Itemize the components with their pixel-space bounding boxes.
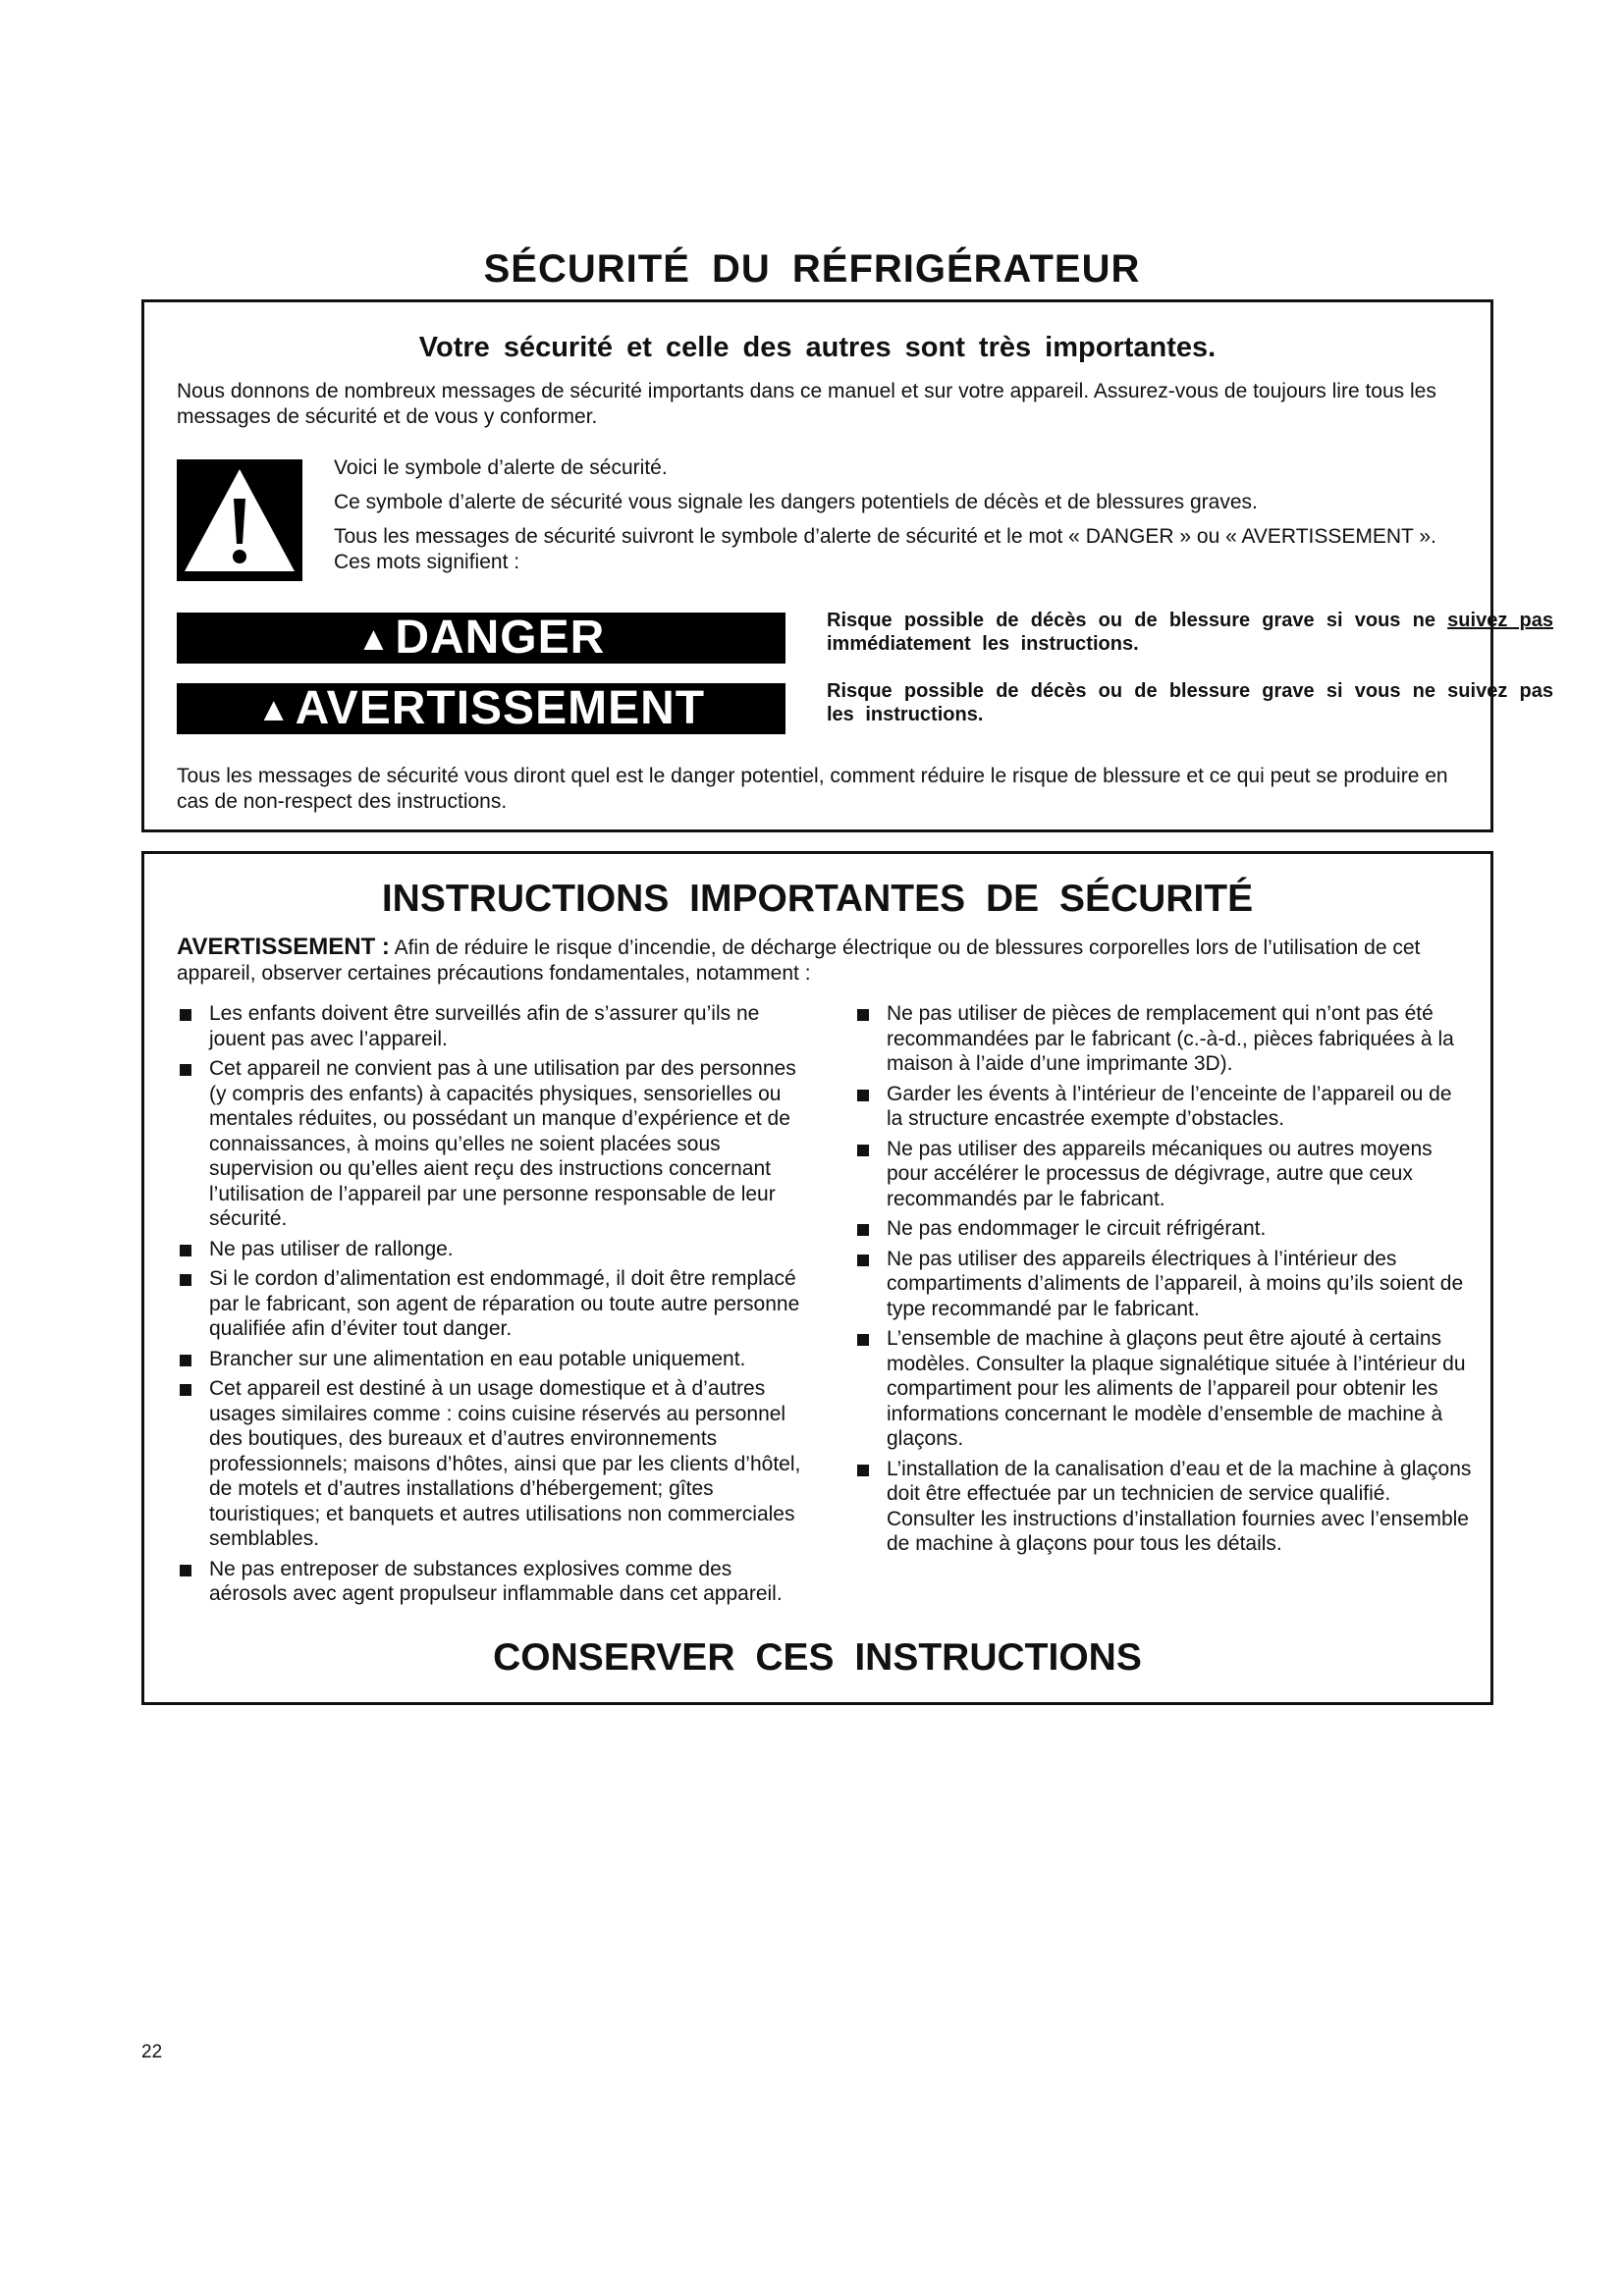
danger-banner: [177, 613, 785, 664]
safety-intro: Nous donnons de nombreux messages de sécurité importants dans ce manuel et sur votre appareil. Assurez-vous de toujours lire tous les messages de sécurité et de vous y conformer.: [177, 380, 1436, 428]
danger-label: DANGER: [395, 612, 606, 664]
warning-label: AVERTISSEMENT :: [177, 934, 390, 960]
page-number: 22: [141, 2042, 163, 2062]
list-item: Ne pas utiliser de pièces de remplacement qui n’ont pas été recommandées par le fabricant (c.-à-d., pièces fabriquées à la maison à l’aide d’une imprimante 3D).: [854, 1001, 1473, 1077]
list-item: L’installation de la canalisation d’eau et de la machine à glaçons doit être effectuée par un technicien de service qualifié. Consulter les instructions d’installation fournies avec l’ensemble de machine à glaçons pour tous les détails.: [854, 1457, 1473, 1557]
instructions-box: [141, 851, 1493, 1705]
warning-triangle-icon: [177, 459, 302, 581]
symbol-line: Ce symbole d’alerte de sécurité vous signale les dangers potentiels de décès et de blessures graves.: [334, 491, 1258, 513]
list-item: Ne pas entreposer de substances explosives comme des aérosols avec agent propulseur inflammable dans cet appareil.: [177, 1557, 805, 1607]
safety-outro: Tous les messages de sécurité vous diront quel est le danger potentiel, comment réduire le risque de blessure et ce qui peut se produire en cas de non-respect des instructions.: [177, 765, 1448, 813]
instructions-title: INSTRUCTIONS IMPORTANTES DE SÉCURITÉ: [381, 878, 1254, 920]
warning-label: AVERTISSEMENT: [295, 682, 706, 734]
warning-description: Risque possible de décès ou de blessure grave si vous ne suivez pas les instructions.: [827, 680, 1553, 725]
instructions-warning: [177, 934, 1463, 987]
list-item: Ne pas utiliser de rallonge.: [177, 1237, 805, 1262]
symbol-line: Voici le symbole d’alerte de sécurité.: [334, 456, 668, 479]
safety-box: [141, 299, 1553, 832]
warning-banner: [177, 683, 785, 734]
danger-text-part: Risque possible de décès ou de blessure grave si vous ne: [827, 610, 1435, 631]
save-instructions-title: CONSERVER CES INSTRUCTIONS: [493, 1636, 1142, 1679]
list-item: Garder les évents à l’intérieur de l’enceinte de l’appareil ou de la structure encastrée exempte d’obstacles.: [854, 1082, 1473, 1132]
list-item: Les enfants doivent être surveillés afin de s’assurer qu’ils ne jouent pas avec l’appareil.: [177, 1001, 805, 1051]
list-item: L’ensemble de machine à glaçons peut être ajouté à certains modèles. Consulter la plaque signalétique située à l’intérieur du compartiment pour les aliments de l’appareil pour obtenir les informations concernant le modèle d’ensemble de machine à glaçons.: [854, 1326, 1473, 1452]
list-item: Ne pas utiliser des appareils mécaniques ou autres moyens pour accélérer le processus de dégivrage, autre que ceux recommandés par le fabricant.: [854, 1137, 1473, 1212]
symbol-line: Tous les messages de sécurité suivront le symbole d’alerte de sécurité et le mot « DANGER » ou « AVERTISSEMENT ». Ces mots signifient :: [334, 525, 1436, 573]
list-item: Ne pas endommager le circuit réfrigérant.: [854, 1216, 1473, 1242]
danger-description: [827, 609, 1553, 656]
safety-subtitle: Votre sécurité et celle des autres sont très importantes.: [418, 332, 1217, 363]
left-instruction-list: [177, 1001, 805, 1612]
danger-text-part: immédiatement les instructions.: [827, 633, 1139, 655]
danger-text-underlined: suivez pas: [1447, 610, 1553, 631]
alert-triangle-icon: ▲: [356, 620, 392, 658]
list-item: Brancher sur une alimentation en eau potable uniquement.: [177, 1347, 805, 1372]
list-item: Ne pas utiliser des appareils électriques à l’intérieur des compartiments d’aliments de l’appareil, à moins qu’ils soient de type recommandé par le fabricant.: [854, 1247, 1473, 1322]
symbol-explanation: [334, 455, 1453, 584]
right-instruction-list: [854, 1001, 1473, 1562]
list-item: Cet appareil ne convient pas à une utilisation par des personnes (y compris des enfants) à capacités physiques, sensorielles ou mentales réduites, ou possédant un manque d’expérience et de connaissances, à moins qu’elles ne soient placées sous supervision ou qu’elles aient reçu des instructions concernant l’utilisation de l’appareil par une personne responsable de leur sécurité.: [177, 1056, 805, 1232]
list-item: Cet appareil est destiné à un usage domestique et à d’autres usages similaires comme : coins cuisine réservés au personnel des boutiques, des bureaux et d’autres environnements professionnels; maisons d’hôtes, ainsi que par les clients d’hôtel, de motels et d’autres installations d’hébergement; gîtes touristiques; et banquets et autres utilisations non commerciales semblables.: [177, 1376, 805, 1552]
warning-intro-text: Afin de réduire le risque d’incendie, de décharge électrique ou de blessures corporelles lors de l’utilisation de cet appareil, observer certaines précautions fondamentales, notamment :: [177, 936, 1421, 985]
page-title: SÉCURITÉ DU RÉFRIGÉRATEUR: [483, 247, 1141, 291]
list-item: Si le cordon d’alimentation est endommagé, il doit être remplacé par le fabricant, son agent de réparation ou toute autre personne qualifiée afin d’éviter tout danger.: [177, 1266, 805, 1342]
alert-triangle-icon: ▲: [256, 691, 292, 728]
